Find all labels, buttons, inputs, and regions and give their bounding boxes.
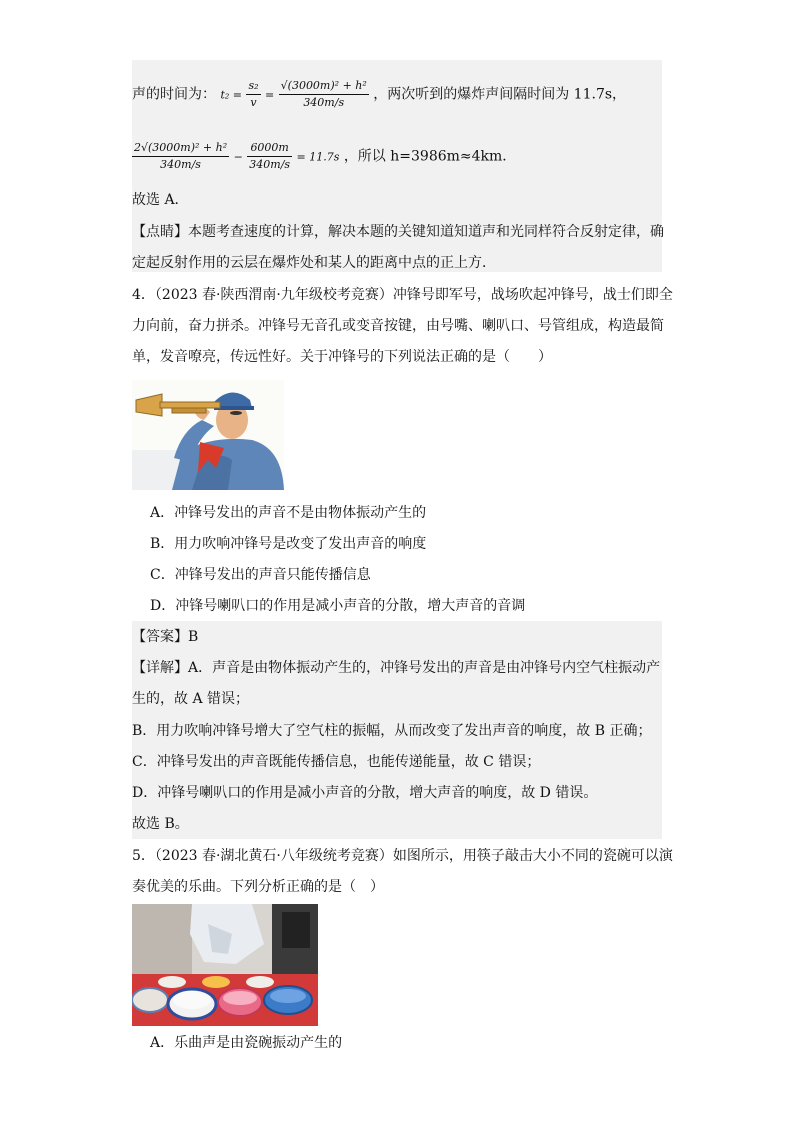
- equation-line-1: 声的时间为： t₂ = $\frac{\text{s₂}}{v}$ = $\frac{\text{√(3000m)² + h²}}{340m/s}$ ，两次听到的爆炸声间隔时间为 11.7s，: [132, 79, 627, 109]
- fraction-2sqrt-over-speed: $\frac{\text{2√(3000m)² + h²}}{340m/s}$: [134, 141, 228, 171]
- fraction-s2-over-v: $\frac{\text{s₂}}{v}$: [248, 79, 259, 109]
- question-4-line-1: 4．（2023 春·陕西渭南·九年级校考竞赛）冲锋号即军号，战场吹起冲锋号，战士们即全: [132, 287, 673, 303]
- question-4-detail-1: 【详解】A．声音是由物体振动产生的，冲锋号发出的声音是由冲锋号内空气柱振动产: [132, 660, 661, 676]
- bowls-music-image: [132, 904, 318, 1026]
- question-4-option-a: A．冲锋号发出的声音不是由物体振动产生的: [150, 505, 427, 521]
- question-4-detail-3: B．用力吹响冲锋号增大了空气柱的振幅，从而改变了发出声音的响度，故 B 正确；: [132, 723, 652, 739]
- tip-line-2: 定起反射作用的云层在爆炸处和某人的距离中点的正上方．: [132, 255, 496, 271]
- bugle-player-image: [132, 380, 284, 490]
- question-4-option-d: D．冲锋号喇叭口的作用是减小声音的分散，增大声音的音调: [150, 598, 526, 614]
- fraction-6000-over-speed: $\frac{6000m}{340m/s}$: [249, 141, 291, 171]
- question-4-detail-2: 生的，故 A 错误；: [132, 691, 250, 707]
- question-4-choose: 故选 B。: [132, 816, 189, 832]
- question-4-option-c: C．冲锋号发出的声音只能传播信息: [150, 567, 371, 583]
- question-5-line-1: 5．（2023 春·湖北黄石·八年级统考竞赛）如图所示，用筷子敲击大小不同的瓷碗可以演: [132, 848, 673, 864]
- question-4-detail-5: D．冲锋号喇叭口的作用是减小声音的分散，增大声音的响度，故 D 错误。: [132, 785, 598, 801]
- question-4-answer: 【答案】B: [132, 629, 199, 645]
- question-4-option-b: B．用力吹响冲锋号是改变了发出声音的响度: [150, 536, 427, 552]
- question-4-line-3: 单，发音嘹亮，传远性好。关于冲锋号的下列说法正确的是（ ）: [132, 349, 552, 365]
- equation-lhs: t₂ =: [220, 88, 242, 102]
- equation-suffix-text: ，两次听到的爆炸声间隔时间为 11.7s，: [373, 86, 627, 103]
- equation-prefix-text: 声的时间为：: [132, 86, 216, 103]
- fraction-sqrt-over-speed: $\frac{\text{√(3000m)² + h²}}{340m/s}$: [280, 79, 367, 109]
- equation-line-2: $\frac{\text{2√(3000m)² + h²}}{340m/s}$ − $\frac{6000m}{340m/s}$ = 11.7s ，所以 h=3986m≈4km．: [134, 141, 517, 171]
- question-4-detail-4: C．冲锋号发出的声音既能传播信息，也能传递能量，故 C 错误；: [132, 754, 541, 770]
- choose-a-text: 故选 A．: [132, 192, 189, 208]
- question-5-line-2: 奏优美的乐曲。下列分析正确的是（ ）: [132, 879, 384, 895]
- question-5-option-a: A．乐曲声是由瓷碗振动产生的: [150, 1035, 343, 1051]
- equation-2-suffix: ，所以 h=3986m≈4km．: [343, 148, 517, 165]
- tip-line-1: 【点睛】本题考查速度的计算，解决本题的关键知道知道声和光同样符合反射定律，确: [132, 224, 664, 240]
- question-4-line-2: 力向前，奋力拼杀。冲锋号无音孔或变音按键，由号嘴、喇叭口、号管组成，构造最简: [132, 318, 664, 334]
